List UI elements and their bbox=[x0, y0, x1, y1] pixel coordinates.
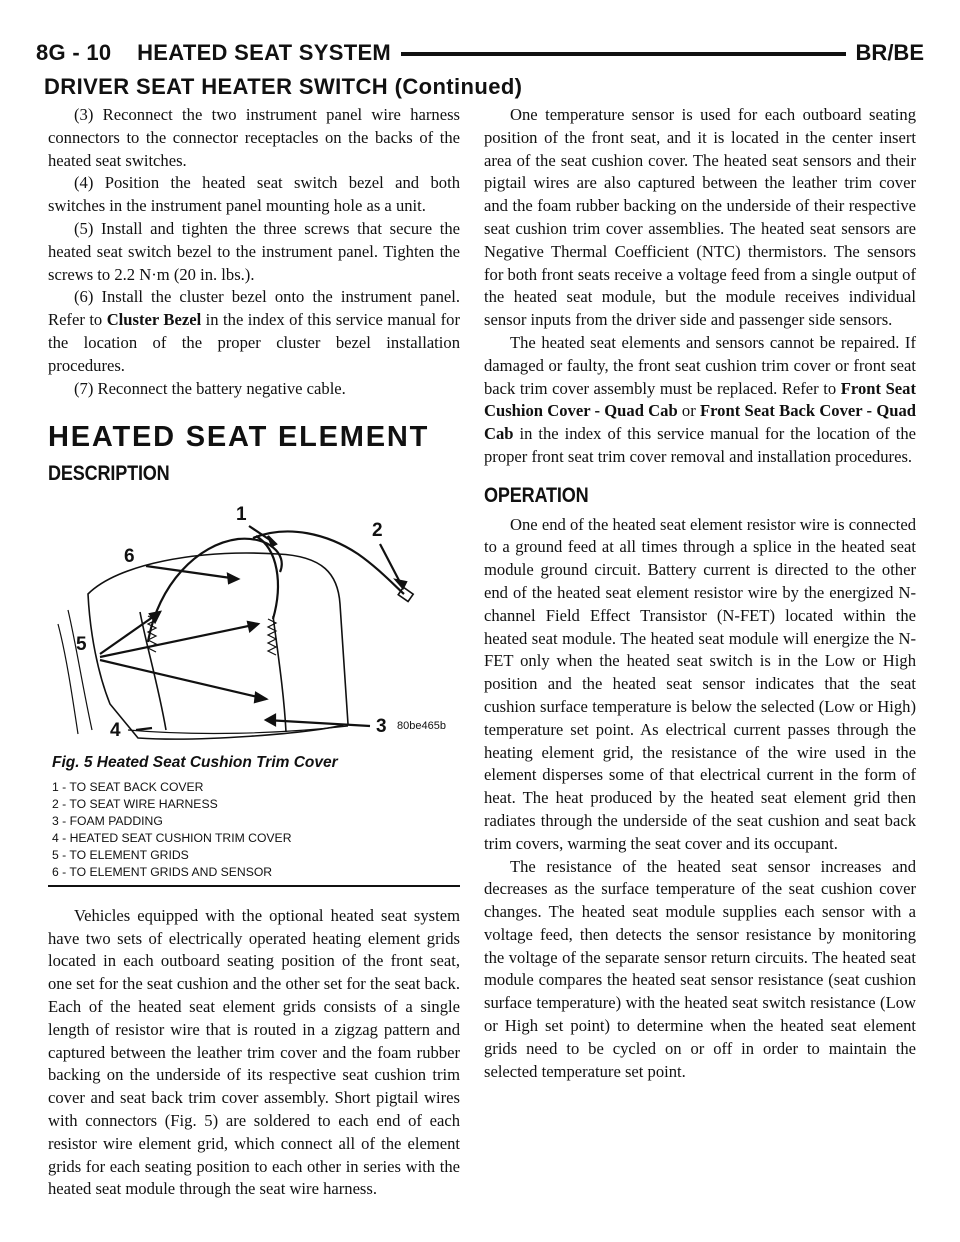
callout-2: 2 bbox=[372, 519, 383, 541]
seat-cushion-illustration bbox=[48, 494, 460, 744]
step-4: (4) Position the heated seat switch bezel and both switches in the instrument panel mounting hole as a unit. bbox=[48, 173, 460, 216]
step-5: (5) Install and tighten the three screws that secure the heated seat switch bezel to the instrument panel. Tighten the screws to 2.2 N·m (20 in. lbs.). bbox=[48, 218, 460, 284]
cluster-bezel-reference: Cluster Bezel bbox=[106, 310, 202, 330]
section-title: HEATED SEAT ELEMENT bbox=[48, 421, 430, 454]
page-header bbox=[36, 38, 924, 68]
description-heading: DESCRIPTION bbox=[48, 462, 170, 486]
figure-code: 80be465b bbox=[397, 720, 446, 733]
figure-5 bbox=[48, 494, 460, 744]
step-3: (3) Reconnect the two instrument panel wire harness connectors to the connector receptacles on the backs of the heated seat switches. bbox=[48, 105, 460, 170]
callout-5: 5 bbox=[76, 633, 87, 655]
sensor-paragraph: One temperature sensor is used for each outboard seating position of the front seat, and it is located in the center insert area of the seat cushion cover. The heated seat sensors and their pigtail wires are also captured between the leather trim cover and the foam rubber backing on the underside of their respective seat cushion trim cover assemblies. The heated seat sensors are Negative Thermal Coefficient (NTC) thermistors. The sensors for both front seats receive a voltage feed from a single output of the heated seat module, but the module receives individual sensor inputs from the driver side and passenger side sensors. bbox=[484, 105, 916, 330]
seat-cushion-cover-reference: Front Seat Cushion Cover - Quad Cab bbox=[484, 378, 916, 421]
legend-item: 1 - TO SEAT BACK COVER bbox=[52, 779, 204, 794]
callout-6: 6 bbox=[124, 545, 135, 567]
legend-item: 2 - TO SEAT WIRE HARNESS bbox=[52, 796, 218, 811]
operation-paragraph-1: One end of the heated seat element resistor wire is connected to a ground feed at all times through a splice in the heated seat module ground circuit. Battery current is directed to the other end of the heated seat element resistor wire by the energized N-channel Field Effect Transistor (N-FET) located within the heated seat module. The heated seat module will energize the N-FET only when the heated seat switch is in the Low or High position and the heated seat sensor indicates that the seat cushion surface temperature is below the selected (Low or High) temperature set point. As electrical current passes through the heating element grid, the resistance of the wire used in the element disperses some of that electrical current in the form of heat. The heat produced by the heated seat element grid then radiates through the underside of the seat cushion and seat back trim covers, warming the seat cover and its occupant. bbox=[484, 514, 916, 853]
legend-item: 6 - TO ELEMENT GRIDS AND SENSOR bbox=[52, 864, 273, 879]
header-model-code: BR/BE bbox=[846, 40, 924, 66]
callout-1: 1 bbox=[236, 503, 247, 525]
operation-paragraph-2: The resistance of the heated seat sensor increases and decreases as the surface temperature of the seat cushion cover changes. The heated seat module supplies each sensor with a voltage feed, then detects the sensor resistance by monitoring the voltage of the separate sensor return circuits. The heated seat module compares the heated seat sensor resistance (seat cushion surface temperature) with the heated seat switch resistance (Low or High set point) to determine when the heated seat element grids need to be cycled on or off in order to maintain the selected temperature set point. bbox=[484, 856, 916, 1081]
seat-back-cover-reference: Front Seat Back Cover - Quad Cab bbox=[484, 401, 916, 444]
callout-4: 4 bbox=[110, 719, 121, 741]
header-page-title: 8G - 10 HEATED SEAT SYSTEM bbox=[36, 40, 401, 66]
callout-3: 3 bbox=[376, 715, 387, 737]
figure-title: Fig. 5 Heated Seat Cushion Trim Cover bbox=[52, 753, 338, 771]
description-paragraph: Vehicles equipped with the optional heated seat system have two sets of electrically operated heating element grids located in each outboard seating position of the front seat, one set for the seat cushion and the other set for the seat back. Each of the heated seat element grids consists of a single length of resistor wire that is routed in a zigzag pattern and captured between the leather trim cover and the foam rubber backing on the underside of its respective seat cushion trim cover and seat back trim cover assembly. Short pigtail wires with connectors (Fig. 5) are soldered to each end of each resistor wire element grid, which connect all of the element grids for each seating position to each other in series with the heated seat module through the seat wire harness. bbox=[48, 905, 460, 1199]
step-7: (7) Reconnect the battery negative cable. bbox=[74, 378, 346, 398]
right-column bbox=[484, 104, 916, 1083]
operation-heading: OPERATION bbox=[484, 483, 589, 507]
legend-item: 5 - TO ELEMENT GRIDS bbox=[52, 847, 189, 862]
repair-paragraph: The heated seat elements and sensors cannot be repaired. If damaged or faulty, the front seat cushion trim cover or front seat back trim cover assembly must be replaced. Refer to Front Seat Cushion Cover - Quad Cab or Front Seat Back Cover - Quad Cab in the index of this service manual for the location of the proper front seat trim cover removal and installation procedures. bbox=[484, 332, 916, 466]
legend-item: 4 - HEATED SEAT CUSHION TRIM COVER bbox=[52, 830, 292, 845]
continued-heading: DRIVER SEAT HEATER SWITCH (Continued) bbox=[44, 74, 523, 99]
figure-rule bbox=[48, 885, 460, 887]
legend-item: 3 - FOAM PADDING bbox=[52, 813, 163, 828]
left-column bbox=[48, 104, 460, 1201]
figure-legend bbox=[52, 779, 460, 881]
step-6: (6) Install the cluster bezel onto the instrument panel. Refer to Cluster Bezel in the index of this service manual for the location of the proper cluster bezel installation procedures. bbox=[48, 287, 460, 375]
